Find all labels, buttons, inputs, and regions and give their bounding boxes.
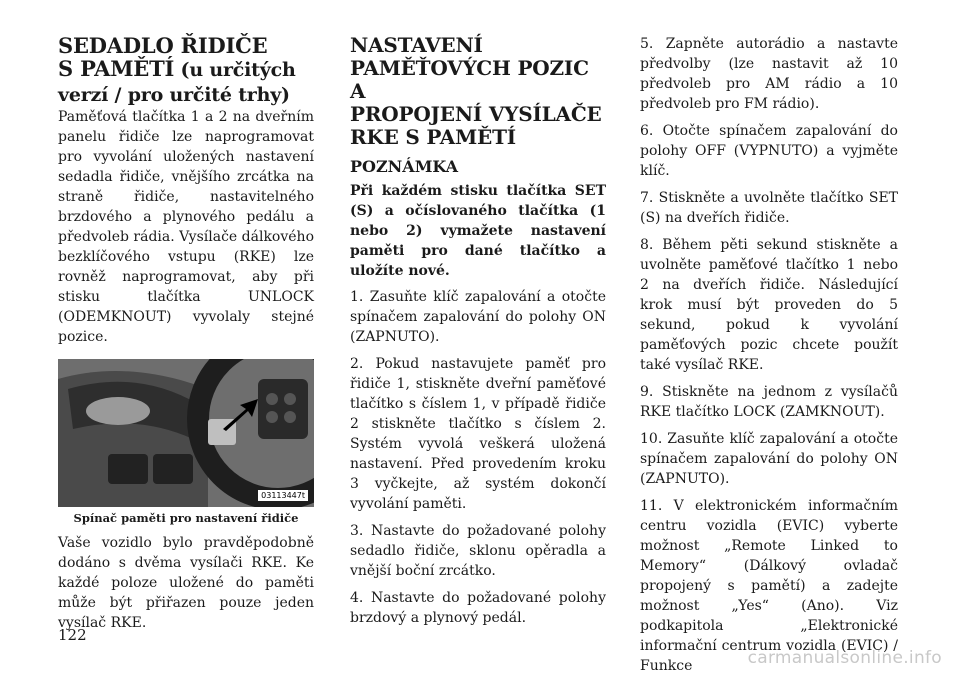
step-item: 2. Pokud nastavujete paměť pro řidiče 1, stiskněte dveřní paměťové tlačítko s číslem 1, v případě řidiče 2 stiskněte tlačítko s číslem 2. Systém vyvolá veškerá uložená nastavení. Před provedením kroku 3 vyčkejte, až systém dokončí vyvolání paměti. [350, 356, 606, 512]
step-item: 3. Nastavte do požadované polohy sedadlo řidiče, sklonu opěradla a vnější boční zrcátko. [350, 523, 606, 579]
step-item: 7. Stiskněte a uvolněte tlačítko SET (S) na dveřích řidiče. [640, 190, 898, 226]
step-item: 10. Zasuňte klíč zapalování a otočte spínačem zapalování do polohy ON (ZAPNUTO). [640, 431, 898, 487]
paragraph-rke: Vaše vozidlo bylo pravděpodobně dodáno s dvěma vysílači RKE. Ke každé poloze uložené do paměti může být přiřazen pouze jeden vysílač RKE. [58, 535, 314, 631]
page-number: 122 [58, 626, 87, 644]
section-title-memory-setup [350, 34, 606, 149]
section-title-memory-seat [58, 34, 314, 107]
title-line: NASTAVENÍ [350, 33, 483, 57]
title-line: (u určitých [174, 59, 296, 81]
step-item: 5. Zapněte autorádio a nastavte předvolby (lze nastavit až 10 předvoleb pro AM rádio a 10 předvoleb pro FM rádio). [640, 36, 898, 112]
title-line: verzí / pro určité trhy) [58, 84, 290, 106]
title-line: SEDADLO ŘIDIČE [58, 33, 268, 58]
note-heading: POZNÁMKA [350, 157, 459, 176]
title-line: RKE S PAMĚTÍ [350, 125, 516, 149]
column-middle [350, 34, 606, 635]
title-line: S PAMĚTÍ [58, 56, 175, 81]
title-line: PAMĚŤOVÝCH POZIC A [350, 56, 589, 103]
door-panel-illustration [58, 359, 314, 507]
step-item: 11. V elektronickém informačním centru vozidla (EVIC) vyberte možnost „Remote Linked to Memory“ (Dálkový ovladač propojený s pamětí) a zadejte možnost „Yes“ (Ano). Viz podkapitola „Elektronické informační centrum vozidla (EVIC) / Funkce [640, 498, 898, 674]
paragraph-intro: Paměťová tlačítka 1 a 2 na dveřním panelu řidiče lze naprogramovat pro vyvolání uložených nastavení sedadla řidiče, vnějšího zrcátka na straně řidiče, nastavitelného brzdového a plynového pedálu a předvoleb rádia. Vysílače dálkového bezklíčového vstupu (RKE) lze rovněž naprogramovat, aby při stisku tlačítka UNLOCK (ODEMKNOUT) vyvolaly stejné pozice. [58, 109, 314, 345]
step-item: 4. Nastavte do požadované polohy brzdový a plynový pedál. [350, 590, 606, 626]
title-line: PROPOJENÍ VYSÍLAČE [350, 102, 602, 126]
watermark: carmanualsonline.info [747, 648, 942, 668]
image-id-label: 03113447t [258, 490, 308, 501]
step-item: 8. Během pěti sekund stiskněte a uvolněte paměťové tlačítko 1 nebo 2 na dveřích řidiče. Následující krok musí být proveden do 5 sekund, pokud k vyvolání paměťových pozic chcete použít také vysílač RKE. [640, 237, 898, 373]
image-caption: Spínač paměti pro nastavení řidiče [73, 511, 299, 525]
note-text: Při každém stisku tlačítka SET (S) a očíslovaného tlačítka (1 nebo 2) vymažete nastavení paměti pro dané tlačítko a uložíte nové. [350, 183, 606, 279]
column-left [58, 34, 314, 639]
memory-switch-photo [58, 359, 314, 507]
step-item: 6. Otočte spínačem zapalování do polohy OFF (VYPNUTO) a vyjměte klíč. [640, 123, 898, 179]
step-item: 1. Zasuňte klíč zapalování a otočte spínačem zapalování do polohy ON (ZAPNUTO). [350, 289, 606, 345]
column-right [640, 34, 898, 683]
step-item: 9. Stiskněte na jednom z vysílačů RKE tlačítko LOCK (ZAMKNOUT). [640, 384, 898, 420]
